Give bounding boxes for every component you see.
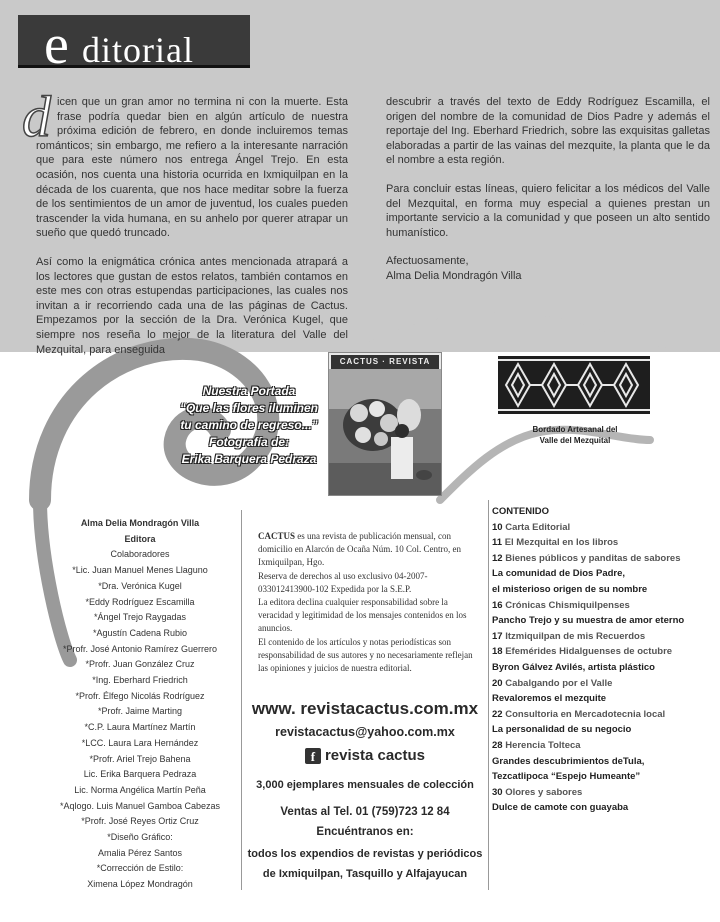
toc-page-number: 20 [492, 677, 503, 689]
editor-role: Editora [124, 533, 156, 544]
toc-entry[interactable] [492, 785, 692, 801]
paragraph-text: icen que un gran amor no termina ni con la muerte. Esta frase podría quedar bien en algún artículo de nuestra próxima edición de febrero, en donde incluiremos temas románticos; sin embargo, me refiero a la interesante narración que para este número nos entrega Ángel Trejo. En esta ocasión, nos cuenta una historia ocurrida en Ixmiquilpan en la década de los cuarenta, que nos hace meditar sobre la fuerza de los sentimientos de un amor de juventud, los cuales pueden trascender la vida humana, en su anhelo por querer atrapar un sueño que quedó truncado. [36, 96, 348, 240]
toc-entry[interactable] [492, 566, 692, 582]
credit-item: Amalia Pérez Santos [97, 847, 183, 858]
toc-entry[interactable] [492, 800, 692, 816]
toc-entry[interactable] [492, 582, 692, 598]
toc-title: Efemérides Hidalguenses de octubre [505, 646, 673, 658]
credit-item: *Diseño Gráfico: [107, 832, 173, 843]
dropcap-letter: d [22, 84, 51, 149]
phone-note: Ventas al Tel. 01 (759)723 12 84 [280, 806, 450, 818]
editorial-paragraph [22, 84, 348, 241]
website-link[interactable]: www. revistacactus.com.mx [251, 699, 479, 718]
toc-page-number: 22 [492, 708, 503, 720]
legal-paragraph: La editora declina cualquier responsabilidad sobre la veracidad y legitimidad de los mensajes contenidos en los anuncios. [258, 597, 467, 634]
where-line: todos los expendios de revistas y periódicos [247, 848, 483, 860]
credit-item: Ximena López Mondragón [87, 879, 193, 890]
toc-page-number: 18 [492, 646, 503, 658]
legal-notice [258, 530, 480, 675]
facebook-link[interactable] [240, 746, 490, 766]
credit-item: *Ángel Trejo Raygadas [93, 612, 187, 623]
toc-entry[interactable] [492, 644, 692, 660]
cover-caption-line: Nuestra Portada [202, 384, 296, 398]
cover-caption-line: tu camino de regreso...” [180, 418, 318, 432]
credit-item: *Profr. Juan González Cruz [85, 659, 195, 670]
cover-caption-line: Fotografía de: [209, 435, 289, 449]
toc-entry[interactable] [492, 629, 692, 645]
table-of-contents [492, 504, 692, 816]
credit-item: *Profr. José Antonio Ramírez Guerrero [62, 643, 218, 654]
signature: Alma Delia Mondragón Villa [386, 269, 522, 282]
credit-item: *Corrección de Estilo: [96, 863, 184, 874]
cover-photo-illustration [329, 353, 441, 495]
facebook-label: revista cactus [324, 747, 426, 764]
cover-caption-line: Erika Barquera Pedraza [181, 452, 317, 466]
credit-item: *C.P. Laura Martínez Martín [84, 722, 196, 733]
cover-caption [174, 383, 324, 468]
credit-item: *Profr. Ariel Trejo Bahena [89, 753, 191, 764]
toc-title: Dulce de camote con guayaba [492, 802, 629, 814]
toc-page-number: 28 [492, 739, 503, 751]
credit-item: Lic. Erika Barquera Pedraza [83, 769, 197, 780]
email-link[interactable]: revistacactus@yahoo.com.mx [275, 725, 455, 739]
toc-title: Olores y sabores [505, 786, 583, 798]
editorial-paragraph: descubrir a través del texto de Eddy Rodríguez Escamilla, el origen del nombre de la comunidad de Dios Padre y además el reportaje del Ing. Eberhard Friedrich, sobre las exquisitas galletas elaboradas a partir de las vainas del mezquite, la planta que le da el nombre a esta región. [386, 96, 710, 167]
credit-item: *Aqlogo. Luis Manuel Gamboa Cabezas [59, 800, 221, 811]
toc-title: Pancho Trejo y su muestra de amor eterno [492, 615, 685, 627]
credits-heading: Colaboradores [110, 549, 170, 560]
legal-paragraph: El contenido de los artículos y notas periodísticas son responsabilidad de sus autores y no necesariamente reflejan las opiniones y juicios de nuestra editorial. [258, 636, 473, 674]
toc-title: Itzmiquilpan de mis Recuerdos [505, 630, 646, 642]
embroidery-caption-line: Bordado Artesanal del [532, 425, 618, 434]
toc-page-number: 30 [492, 786, 503, 798]
toc-title: Crónicas Chismiquilpenses [505, 599, 630, 611]
where-line: de Ixmiquilpan, Tasquillo y Alfajayucan [262, 868, 468, 880]
credit-item: *Eddy Rodríguez Escamilla [85, 596, 195, 607]
facebook-icon: f [305, 748, 321, 764]
cover-photo [328, 352, 442, 496]
toc-title: Grandes descubrimientos deTula, [492, 755, 645, 767]
embroidery-caption [500, 424, 650, 446]
signoff: Afectuosamente, [386, 255, 469, 268]
toc-entry[interactable] [492, 769, 692, 785]
credit-item: Lic. Norma Angélica Martín Peña [74, 784, 206, 795]
toc-entry[interactable] [492, 598, 692, 614]
credit-item: *Agustín Cadena Rubio [92, 627, 188, 638]
toc-entry[interactable] [492, 676, 692, 692]
toc-entry[interactable] [492, 535, 692, 551]
cover-title: CACTUS · REVISTA [331, 355, 439, 369]
header-title: ditorial [82, 30, 194, 70]
header-letter: e [44, 14, 69, 76]
credit-item: *Dra. Verónica Kugel [98, 580, 182, 591]
toc-entry[interactable] [492, 551, 692, 567]
toc-entry[interactable] [492, 660, 692, 676]
editorial-paragraph: Así como la enigmática crónica antes mencionada atrapará a los lectores que gustan de estos relatos, también contamos en este mes con otras estupendas participaciones, las cuales nos invitan a ir recorriendo cada una de las páginas de Cactus. Empezamos por la sección de la Dra. Verónica Kugel, que siempre nos reseña lo mejor de la literatura del Valle del Mezquital, para enseguida [36, 255, 348, 356]
toc-title: Revaloremos el mezquite [492, 693, 607, 705]
toc-entry[interactable] [492, 691, 692, 707]
editorial-header [18, 14, 250, 76]
legal-paragraph: Reserva de derechos al uso exclusivo 04-2007-033012413900-102 Expedida por la S.E.P. [258, 570, 428, 594]
toc-page-number: 16 [492, 599, 503, 611]
editorial-left-column [22, 84, 348, 371]
toc-page-number: 12 [492, 552, 503, 564]
credit-item: *LCC. Laura Lara Hernández [81, 737, 199, 748]
embroidery-caption-line: Valle del Mezquital [539, 436, 611, 445]
toc-entry[interactable] [492, 520, 692, 536]
toc-entry[interactable] [492, 738, 692, 754]
toc-title: Herencia Tolteca [505, 739, 581, 751]
credit-item: *Profr. Élfego Nicolás Rodríguez [75, 690, 205, 701]
toc-title: El Mezquital en los libros [504, 537, 619, 549]
toc-heading: CONTENIDO [492, 506, 549, 517]
legal-text: es una revista de publicación mensual, con domicilio en Alarcón de Ocaña Núm. 10 Col. Centro, en Ixmiquilpan, Hgo. [258, 531, 461, 568]
toc-title: el misterioso origen de su nombre [492, 583, 648, 595]
embroidery-image [498, 356, 650, 414]
toc-title: Bienes públicos y panditas de sabores [505, 552, 681, 564]
credit-item: *Profr. Jaime Marting [97, 706, 183, 717]
toc-entry[interactable] [492, 754, 692, 770]
cover-caption-line: “Que las flores iluminen [179, 401, 319, 415]
toc-title: La comunidad de Dios Padre, [492, 568, 626, 580]
editorial-paragraph: Para concluir estas líneas, quiero felicitar a los médicos del Valle del Mezquital, en forma muy especial a quienes prestan un importante servicio a la comunidad y que poseen un alto sentido humanístico. [386, 182, 710, 239]
toc-page-number: 11 [492, 537, 503, 549]
toc-list [492, 520, 692, 816]
toc-entry[interactable] [492, 722, 692, 738]
editorial-right-column [386, 95, 710, 284]
credits-column [40, 516, 240, 893]
legal-paragraph [258, 530, 480, 570]
toc-title: Byron Gálvez Avilés, artista plástico [492, 661, 655, 673]
toc-entry[interactable] [492, 707, 692, 723]
legal-brand: CACTUS [258, 531, 296, 541]
toc-title: Cabalgando por el Valle [505, 677, 613, 689]
toc-page-number: 10 [492, 521, 503, 533]
credit-item: *Lic. Juan Manuel Menes Llaguno [72, 565, 208, 576]
credit-item: *Ing. Eberhard Friedrich [92, 675, 188, 686]
editor-name: Alma Delia Mondragón Villa [80, 518, 200, 528]
toc-title: Tezcatlipoca “Espejo Humeante” [492, 771, 641, 783]
toc-title: Carta Editorial [505, 521, 571, 533]
toc-page-number: 17 [492, 630, 503, 642]
toc-entry[interactable] [492, 613, 692, 629]
copies-note: 3,000 ejemplares mensuales de colección [256, 779, 474, 791]
credit-item: *Profr. José Reyes Ortiz Cruz [81, 816, 199, 827]
toc-title: La personalidad de su negocio [492, 724, 632, 736]
toc-title: Consultoria en Mercadotecnia local [505, 708, 666, 720]
find-heading: Encuéntranos en: [316, 826, 414, 838]
